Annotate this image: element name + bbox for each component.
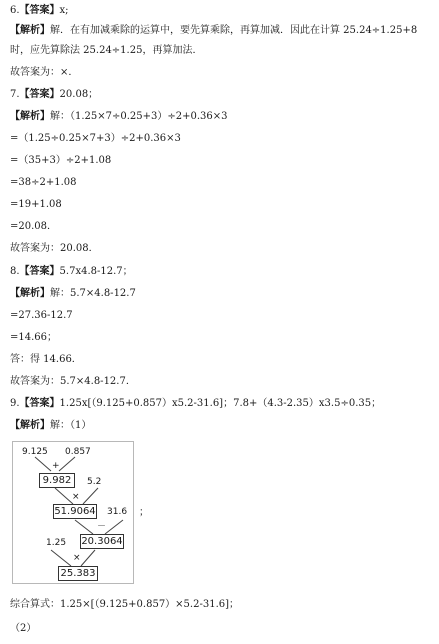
diagram-times-operator-1: × [72,492,80,502]
diagram-number-31-6: 31.6 [107,507,128,517]
q6-analysis-tag: 【解析】 [10,25,50,36]
q6-analysis-line [10,24,417,38]
q9-answer-text: 1.25x[（9.125+0.857）x5.2-31.6]；7.8+（4.3-2.35）x3.5÷0.35； [59,398,382,409]
q6-conclusion: 故答案为：×． [10,67,79,78]
q7-step-2: =（35+3）÷2+1.08 [10,155,112,166]
diagram-number-1-25: 1.25 [46,538,67,548]
q8-reply: 答：得 14.66． [10,354,82,365]
diagram-number-0-857: 0.857 [65,447,91,457]
diagram-semicolon: ； [139,507,149,518]
q9-analysis-line [10,419,91,433]
q7-conclusion: 故答案为：20.08． [10,243,99,254]
q9-number: 9. [10,398,20,409]
diagram-box-9-982: 9.982 [39,473,75,488]
diagram-times-operator-2: × [73,553,81,563]
diagram-plus-operator: + [52,461,60,471]
diagram-box-25-383: 25.383 [58,566,98,581]
q6-answer-tag: 【答案】 [19,5,60,16]
q8-conclusion: 故答案为：5.7×4.8-12.7． [10,376,136,387]
q8-analysis-tag: 【解析】 [10,288,50,299]
q8-answer-line [10,265,133,279]
q7-step-1: =（1.25÷0.25×7+3）÷2+0.36×3 [10,133,181,144]
diagram-box-20-3064: 20.3064 [81,536,123,547]
q7-answer-text: 20.08； [59,89,99,100]
q6-analysis-text: 解．在有加减乘除的运算中，要先算乘除，再算加减．因此在计算 25.24÷1.25+8 [50,25,418,36]
q8-number: 8. [10,266,20,277]
q8-answer-text: 5.7x4.8-12.7； [59,266,133,277]
q8-step-1: =27.36-12.7 [10,310,73,321]
q9-part-2-label: （2） [10,623,37,634]
q7-answer-line [10,88,98,102]
q8-analysis-line [10,287,136,301]
q7-analysis-text: 解：（1.25×7÷0.25+3）÷2+0.36×3 [50,111,228,122]
q9-analysis-tag: 【解析】 [10,420,50,431]
q8-step-2: =14.66； [10,332,58,343]
calculation-tree-diagram [12,441,134,584]
diagram-number-5-2: 5.2 [87,477,102,487]
q7-step-5: =20.08． [10,221,58,232]
q9-analysis-text: 解：（1） [50,420,92,431]
q9-combined-text: 1.25×[（9.125+0.857）×5.2-31.6]； [60,599,240,610]
diagram-minus-operator: － [97,522,107,532]
q9-combined-label: 综合算式： [10,599,60,610]
q6-number: 6. [10,5,20,16]
q6-analysis-line2: 时，应先算除法 25.24÷1.25，再算加法． [10,45,203,56]
q8-answer-tag: 【答案】 [19,266,60,277]
q7-answer-tag: 【答案】 [19,89,60,100]
q6-answer-line [10,4,69,18]
q9-answer-tag: 【答案】 [19,398,60,409]
q6-answer-text: x; [59,5,69,16]
q7-analysis-tag: 【解析】 [10,111,50,122]
q7-analysis-line [10,110,228,124]
q7-step-3: =38÷2+1.08 [10,177,77,188]
q7-step-4: =19+1.08 [10,199,62,210]
diagram-box-51-9064: 51.9064 [54,506,96,517]
q9-answer-line [10,397,381,411]
q9-combined-formula [10,598,239,612]
q8-analysis-text: 解：5.7×4.8-12.7 [50,288,136,299]
diagram-number-9-125: 9.125 [22,447,48,457]
q7-number: 7. [10,89,20,100]
